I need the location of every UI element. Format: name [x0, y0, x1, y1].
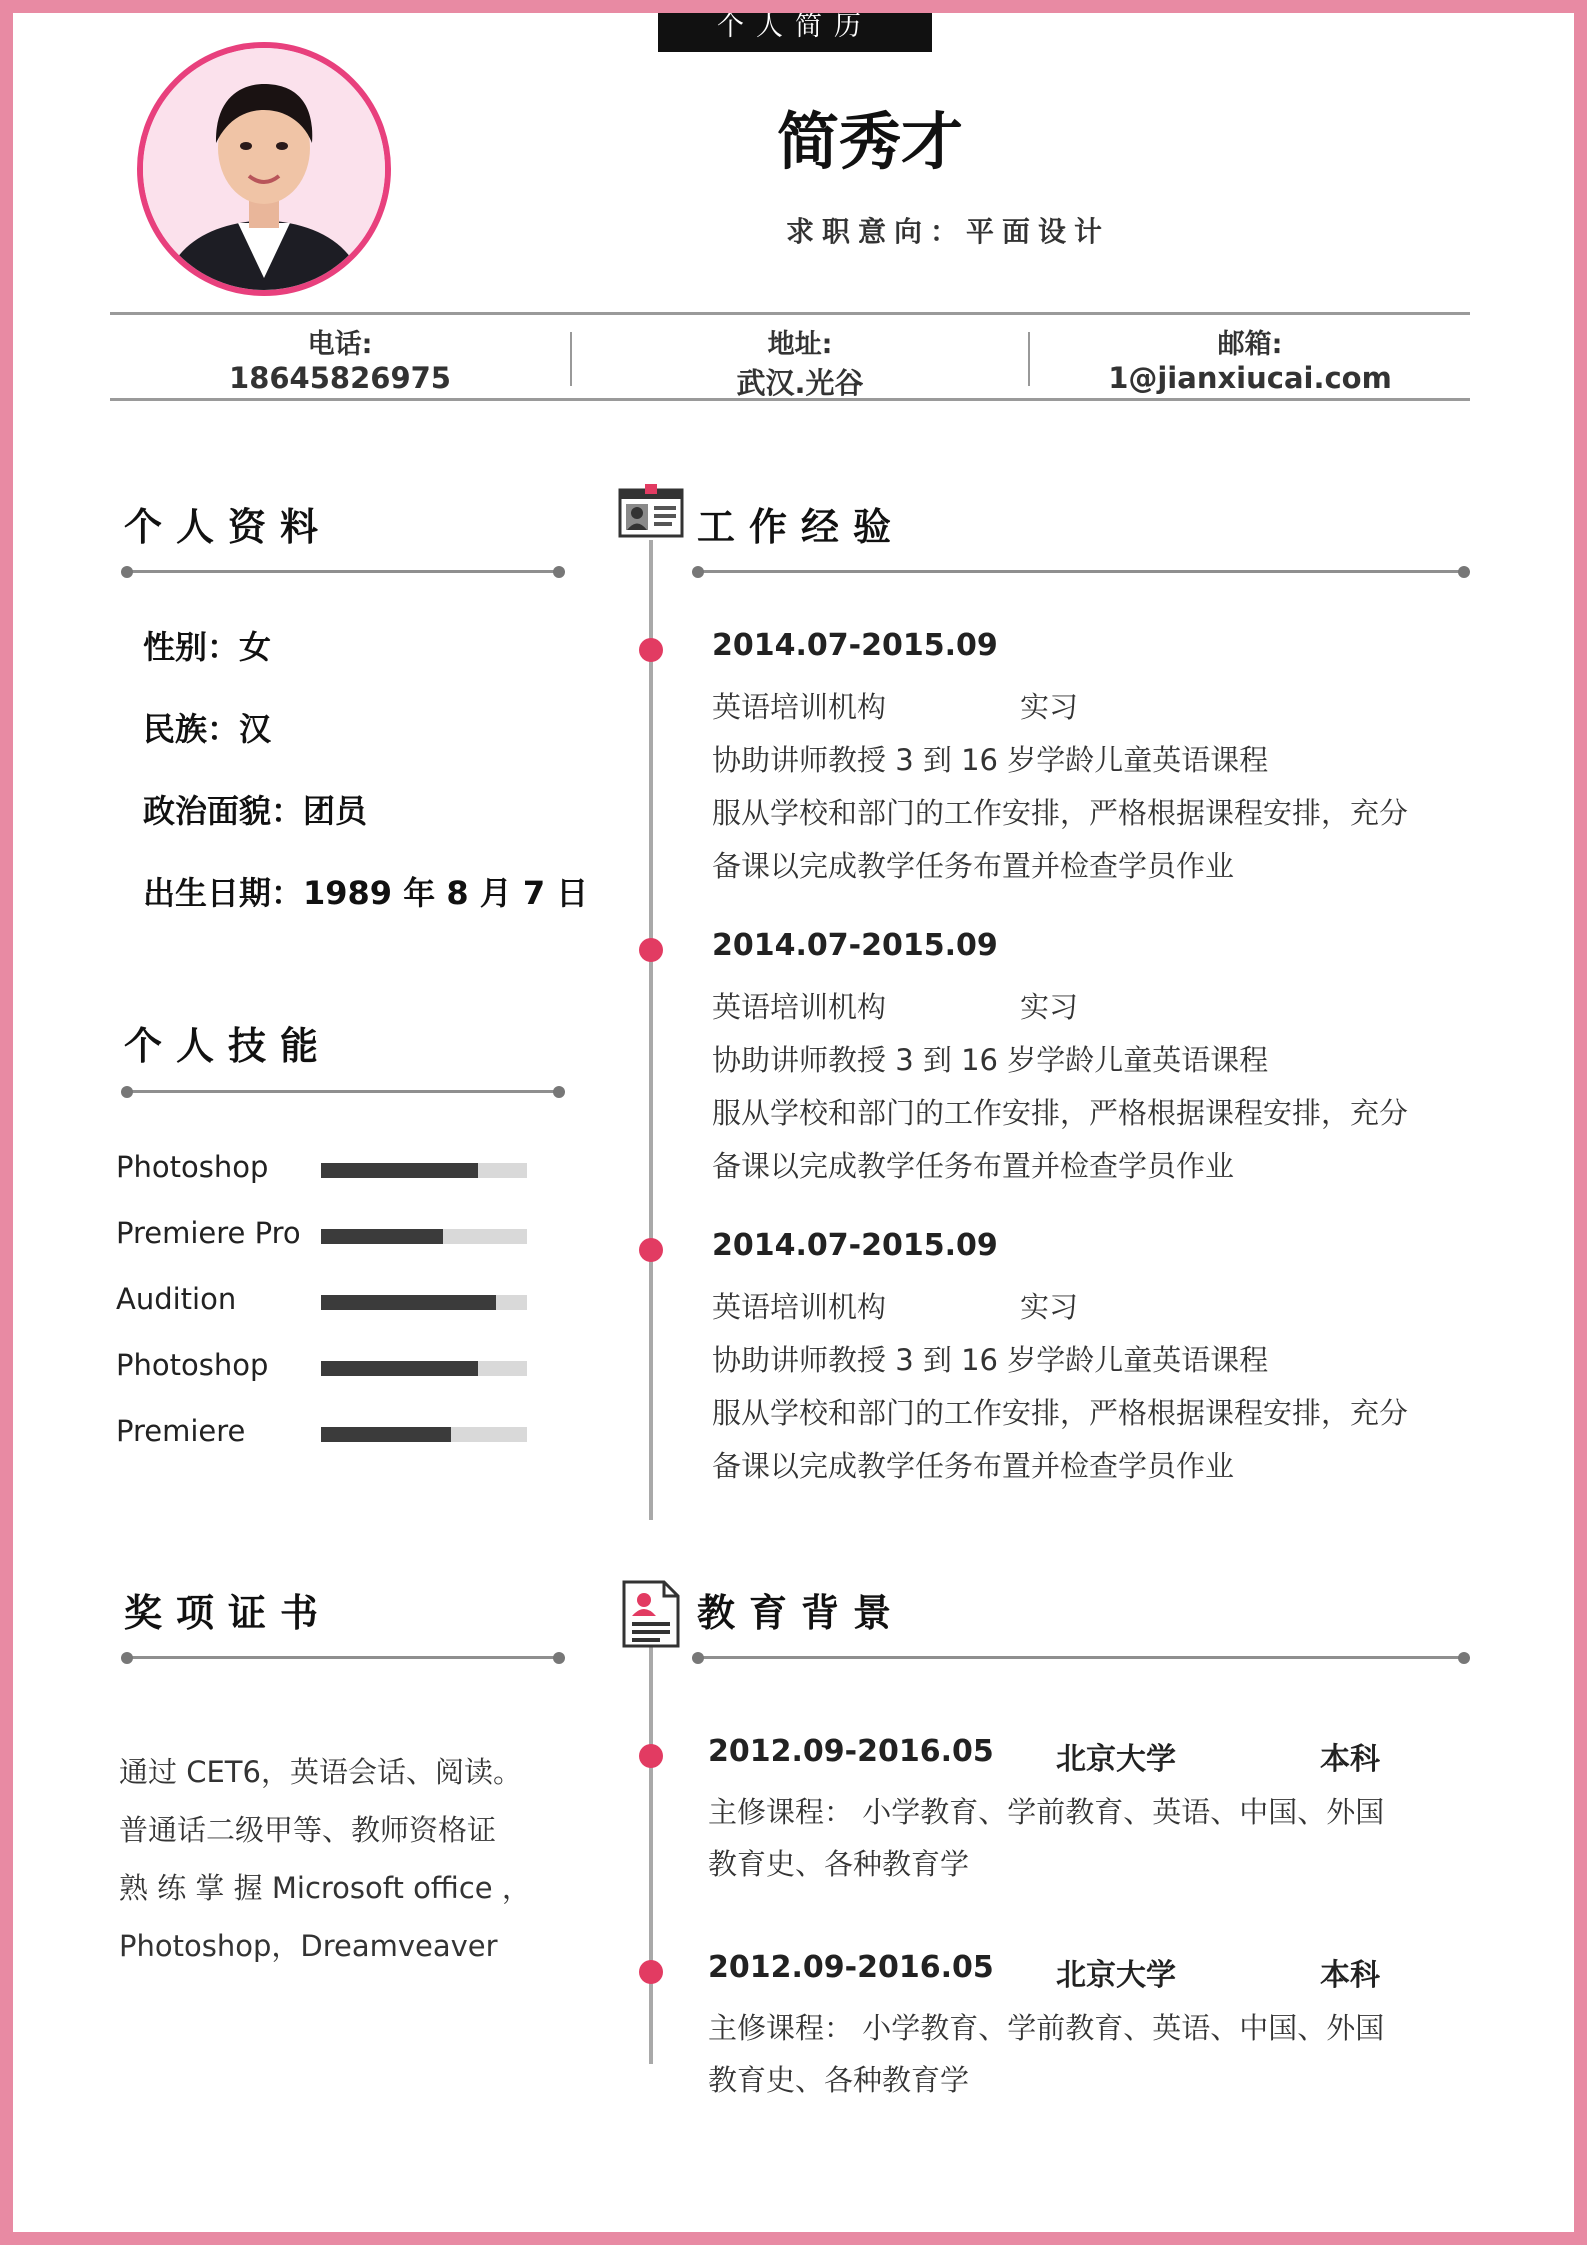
contact-separator: [1028, 332, 1030, 386]
profile-line: [126, 570, 558, 573]
work-line: [697, 570, 1463, 573]
work-role: 实习: [1020, 690, 1079, 724]
work-detail: 协助讲师教授 3 到 16 岁学龄儿童英语课程: [712, 1043, 1269, 1077]
line-dot: [553, 1652, 565, 1664]
line-dot: [692, 1652, 704, 1664]
work-detail: 备课以完成教学任务布置并检查学员作业: [712, 1149, 1235, 1183]
education-timeline: [649, 1636, 653, 2064]
skills-line: [126, 1090, 558, 1093]
contact-value: 18645826975: [229, 361, 451, 395]
work-detail: 服从学校和部门的工作安排，严格根据课程安排，充分: [712, 796, 1409, 830]
line-dot: [692, 566, 704, 578]
contact-value: 1@jianxiucai.com: [1108, 361, 1392, 395]
profile-political: 政治面貌：团员: [143, 792, 368, 830]
awards-line: [126, 1656, 558, 1659]
header-tab: 个人简历: [658, 0, 932, 52]
timeline-dot: [639, 1960, 663, 1984]
contact-phone: [190, 322, 490, 395]
education-detail: 教育史、各种教育学: [708, 2063, 970, 2097]
contact-email: [1080, 322, 1420, 395]
skill-name: Photoshop: [116, 1348, 269, 1382]
award-line: 熟 练 掌 握 Microsoft office ，: [119, 1871, 531, 1905]
work-date: 2014.07-2015.09: [712, 1228, 998, 1263]
job-intent: 求职意向：平面设计: [786, 215, 1111, 248]
education-detail: 教育史、各种教育学: [708, 1847, 970, 1881]
skill-bar-fill: [321, 1361, 478, 1376]
line-dot: [553, 1086, 565, 1098]
skill-bar-fill: [321, 1295, 496, 1310]
timeline-dot: [639, 1238, 663, 1262]
skill-bar-fill: [321, 1163, 478, 1178]
profile-ethnicity: 民族：汉: [143, 710, 272, 748]
contact-label: 电话:: [307, 329, 373, 360]
contact-value: 武汉.光谷: [736, 366, 864, 400]
education-degree: 本科: [1320, 1958, 1380, 1993]
skill-name: Premiere Pro: [116, 1216, 301, 1250]
work-org: 英语培训机构: [712, 990, 887, 1024]
line-dot: [121, 566, 133, 578]
education-detail: 主修课程： 小学教育、学前教育、英语、中国、外国: [708, 1795, 1385, 1829]
line-dot: [121, 1652, 133, 1664]
skill-bar-fill: [321, 1229, 443, 1244]
contact-label: 地址:: [767, 329, 833, 360]
timeline-dot: [639, 638, 663, 662]
education-school: 北京大学: [1056, 1742, 1176, 1777]
id-card-icon: [618, 484, 684, 542]
skill-bar: [321, 1163, 527, 1178]
resume-document-icon: [620, 1578, 682, 1654]
skill-name: Audition: [116, 1282, 237, 1316]
avatar: [137, 42, 391, 296]
education-line: [697, 1656, 1463, 1659]
line-dot: [1458, 566, 1470, 578]
award-line: Photoshop，Dreamveaver: [119, 1929, 498, 1963]
timeline-dot: [639, 938, 663, 962]
education-detail: 主修课程： 小学教育、学前教育、英语、中国、外国: [708, 2011, 1385, 2045]
applicant-name: 简秀才: [776, 105, 963, 178]
education-degree: 本科: [1320, 1742, 1380, 1777]
work-detail: 备课以完成教学任务布置并检查学员作业: [712, 849, 1235, 883]
work-detail: 协助讲师教授 3 到 16 岁学龄儿童英语课程: [712, 743, 1269, 777]
avatar-person-icon: [143, 48, 385, 290]
profile-birthdate: 出生日期：1989 年 8 月 7 日: [143, 874, 589, 912]
work-detail: 协助讲师教授 3 到 16 岁学龄儿童英语课程: [712, 1343, 1269, 1377]
work-role: 实习: [1020, 990, 1079, 1024]
work-org: 英语培训机构: [712, 1290, 887, 1324]
skill-bar: [321, 1229, 527, 1244]
award-line: 通过 CET6，英语会话、阅读。: [119, 1755, 522, 1789]
skill-bar: [321, 1361, 527, 1376]
contact-address: [650, 322, 950, 402]
education-date: 2012.09-2016.05: [708, 1950, 994, 1985]
contact-label: 邮箱:: [1217, 329, 1283, 360]
skill-bar: [321, 1295, 527, 1310]
work-title: 工作经验: [697, 505, 906, 549]
line-dot: [1458, 1652, 1470, 1664]
work-detail: 服从学校和部门的工作安排，严格根据课程安排，充分: [712, 1396, 1409, 1430]
work-date: 2014.07-2015.09: [712, 928, 998, 963]
skills-title: 个人技能: [124, 1024, 333, 1068]
education-school: 北京大学: [1056, 1958, 1176, 1993]
skill-name: Photoshop: [116, 1150, 269, 1184]
award-line: 普通话二级甲等、教师资格证: [119, 1813, 497, 1847]
awards-title: 奖项证书: [124, 1591, 333, 1635]
line-dot: [553, 566, 565, 578]
skill-bar-fill: [321, 1427, 451, 1442]
work-timeline: [649, 540, 653, 1520]
profile-gender: 性别：女: [143, 628, 272, 666]
work-role: 实习: [1020, 1290, 1079, 1324]
contact-top-line: [110, 312, 1470, 315]
skill-bar: [321, 1427, 527, 1442]
skill-name: Premiere: [116, 1414, 246, 1448]
education-title: 教育背景: [697, 1591, 906, 1635]
contact-separator: [570, 332, 572, 386]
education-date: 2012.09-2016.05: [708, 1734, 994, 1769]
timeline-dot: [639, 1744, 663, 1768]
work-detail: 服从学校和部门的工作安排，严格根据课程安排，充分: [712, 1096, 1409, 1130]
profile-title: 个人资料: [124, 505, 333, 549]
work-date: 2014.07-2015.09: [712, 628, 998, 663]
work-detail: 备课以完成教学任务布置并检查学员作业: [712, 1449, 1235, 1483]
line-dot: [121, 1086, 133, 1098]
work-org: 英语培训机构: [712, 690, 887, 724]
